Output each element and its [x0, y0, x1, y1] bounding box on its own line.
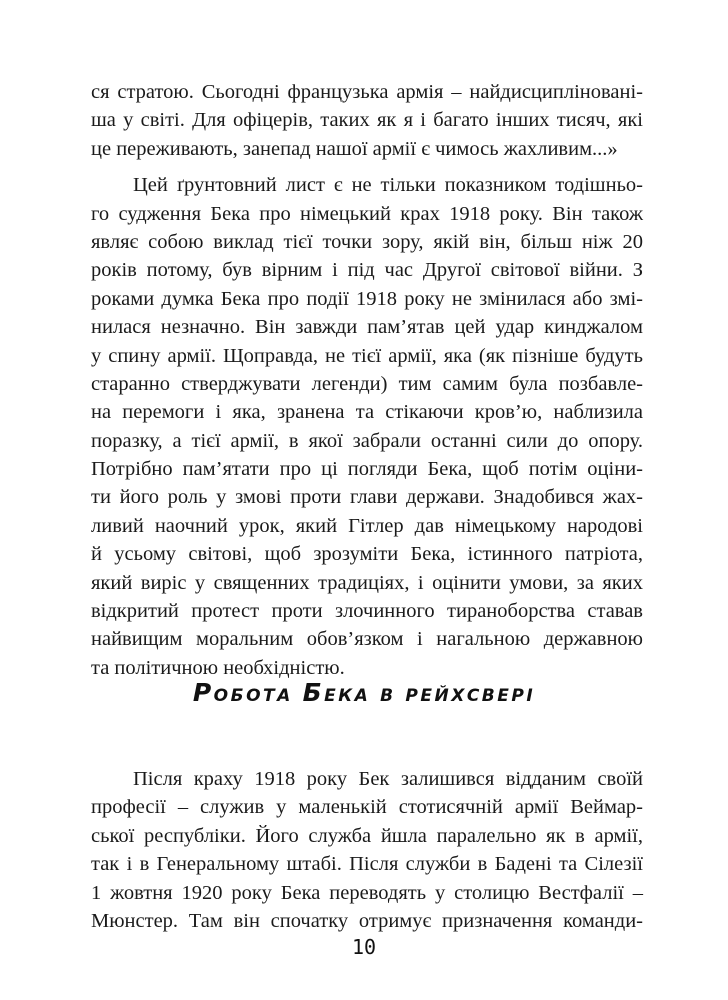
paragraph-beck-letter: [91, 171, 643, 682]
text-line: на перемоги і яка, зранена та стікаючи кров’ю, наблизила: [91, 401, 643, 424]
heading-word: ЕКА: [324, 686, 371, 706]
text-line: Цей ґрунтовний лист є не тільки показником тодішньо-: [133, 174, 643, 197]
text-line: ся стратою. Сьогодні французька армія – найдисципліновані-: [91, 81, 643, 103]
text-line: Потрібно пам’ятати про ці погляди Бека, щоб потім оціни-: [91, 458, 643, 481]
text-line: роками думка Бека про події 1918 року не змінилася або змі-: [91, 287, 643, 310]
text-line: у спину армії. Щоправда, не тієї армії, яка (як пізніше будуть: [91, 344, 643, 367]
text-line: 1 жовтня 1920 року Бека переводять у столицю Вестфалії –: [91, 881, 643, 904]
text-line: ливий наочний урок, який Гітлер дав німецькому народові: [91, 514, 643, 537]
heading-word: В: [380, 686, 396, 706]
text-line: професії – служив у маленькій стотисячній армії Веймар-: [91, 796, 643, 819]
text-line: й усьому світові, щоб зрозуміти Бека, істинного патріота,: [91, 543, 643, 566]
text-line: ша у світі. Для офіцерів, таких як я і багато інших тисяч, які: [91, 109, 643, 132]
page-body: [91, 78, 643, 690]
text-line: який виріс у священних традиціях, і оцінити умови, за яких: [91, 571, 643, 594]
text-line: ти його роль у змові проти глави держави. Знадобився жах-: [91, 486, 643, 509]
section-heading: [0, 678, 728, 707]
text-line: Після краху 1918 року Бек залишився відданим своїй: [133, 768, 643, 790]
text-line: поразку, а тієї армії, в якої забрали останні сили до опору.: [91, 429, 643, 452]
heading-initial: Р: [192, 678, 214, 707]
text-line: найвищим моральним обов’язком і нагальною державною: [91, 628, 643, 651]
page-number: 10: [351, 935, 377, 959]
heading-word: РЕЙХСВЕРІ: [405, 686, 536, 706]
text-line: та політичною необхідністю.: [91, 656, 345, 679]
text-line: являє собою виклад тієї точки зору, якій він, більш ніж 20: [91, 230, 643, 253]
heading-word: ОБОТА: [213, 686, 293, 706]
text-line: старанно стверджувати легенди) тим самим була позбавле-: [91, 372, 643, 395]
text-line: го судження Бека про німецький крах 1918 року. Він також: [91, 202, 643, 225]
text-line: років потому, був вірним і під час Другої світової війни. З: [91, 259, 643, 282]
text-line: нилася незначно. Він завжди пам’ятав цей удар кинджалом: [91, 316, 643, 339]
text-line: відкритий протест проти злочинного тираноборства ставав: [91, 600, 643, 623]
paragraph-continuation: [91, 78, 643, 163]
text-line: ської республіки. Його служба йшла паралельно як в армії,: [91, 824, 643, 847]
heading-initial: Б: [302, 678, 325, 707]
paragraph-reichswehr: [91, 765, 643, 935]
text-line: так і в Генеральному штабі. Після служби в Бадені та Сілезії: [91, 853, 643, 876]
text-line: це переживають, занепад нашої армії є чимось жахливим...»: [91, 137, 618, 160]
text-line: Мюнстер. Там він спочатку отримує призначення команди-: [91, 909, 643, 932]
